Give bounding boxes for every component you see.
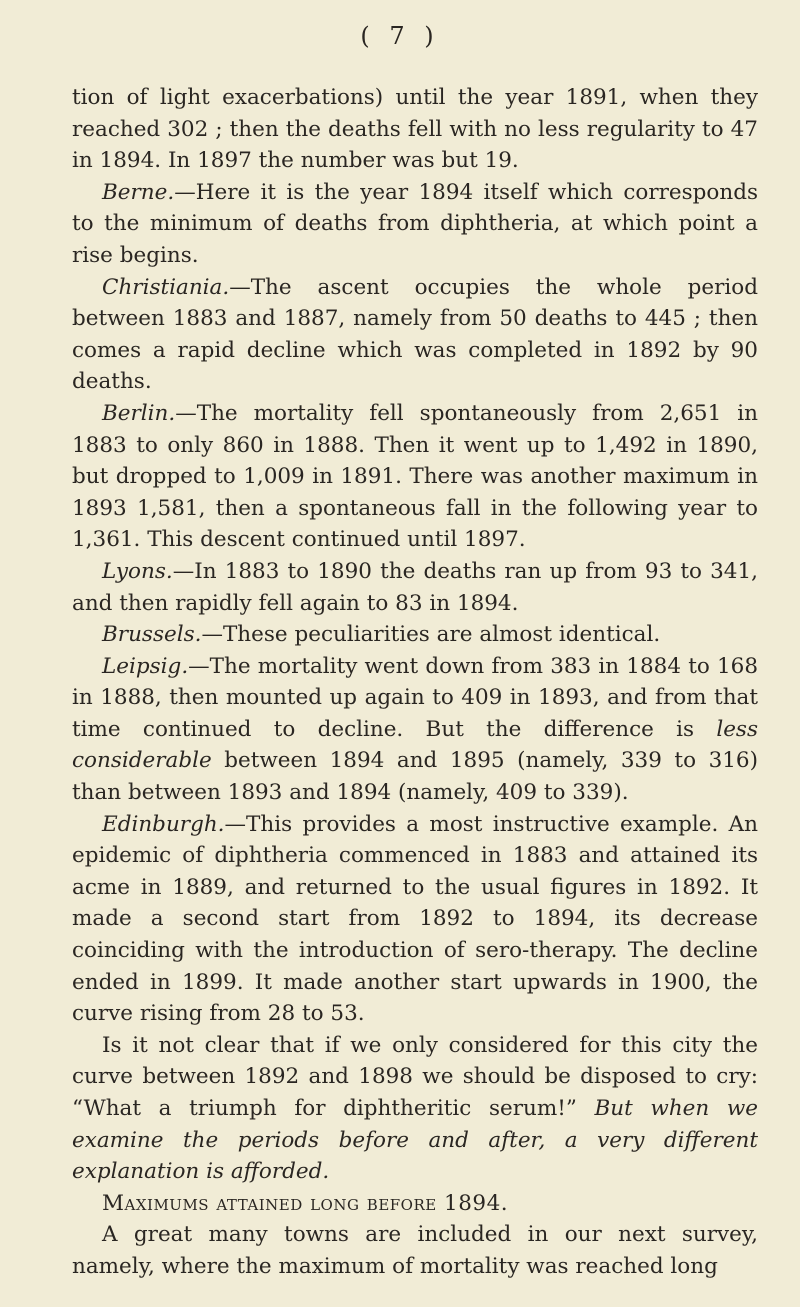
paragraph-text: tion of light exacerbations) until the year 1891, when they reached 302 ; then the deaths fell with no less regularity to 47 in 1894. In 1897 the number was but 19. [72,85,758,174]
paragraph-text: —Here it is the year 1894 itself which corresponds to the minimum of deaths from diphtheria, at which point a rise begins. [72,179,758,268]
emphasis-text: But when we examine the periods before and after, a very different explanation is afforded. [72,1096,758,1185]
paragraph-text: —The mortality went down from 383 in 1884 to 168 in 1888, then mounted up again to 409 in 1893, and from that time continued to decline. But the difference is [72,653,758,742]
paragraph-brussels [72,619,758,651]
paragraph-text: —This provides a most instructive example. An epidemic of diphtheria commenced in 1883 and attained its acme in 1889, and returned to the usual figures in 1892. It made a second start from 1892 to 1894, its decrease coinciding with the introduction of sero-therapy. The decline ended in 1899. It made another start upwards in 1900, the curve rising from 28 to 53. [72,811,758,1027]
city-name-christiania: Christiania. [102,274,230,300]
paragraph-text: —The mortality fell spontaneously from 2,651 in 1883 to only 860 in 1888. Then it went up to 1,492 in 1890, but dropped to 1,009 in 1891. There was another maximum in 1893 1,581, then a spontaneous fall in the following year to 1,361. This descent continued until 1897. [72,400,758,553]
paragraph-lyons [72,556,758,619]
paragraph-text: —These peculiarities are almost identical. [201,622,661,648]
city-name-leipsig: Leipsig. [102,653,189,679]
paragraph-conclusion [72,1030,758,1188]
paragraph-berne [72,177,758,272]
paragraph-text: Is it not clear that if we only considered for this city the curve between 1892 and 1898 we should be disposed to cry: “What a triumph for diphtheritic serum!” [72,1032,758,1121]
city-name-berlin: Berlin. [102,400,176,426]
body-text [72,82,758,1283]
paragraph-intro [72,82,758,177]
city-name-berne: Berne. [102,179,175,205]
paragraph-text: between 1894 and 1895 (namely, 339 to 316) than between 1893 and 1894 (namely, 409 to 339). [72,748,758,806]
paragraph-berlin [72,398,758,556]
city-name-lyons: Lyons. [102,558,173,584]
paragraph-leipsig [72,651,758,809]
paragraph-edinburgh [72,809,758,1030]
city-name-edinburgh: Edinburgh. [102,811,225,837]
paragraph-christiania [72,272,758,398]
city-name-brussels: Brussels. [102,622,202,648]
emphasis-text: less considerable [72,716,758,774]
paragraph-text: —The ascent occupies the whole period between 1883 and 1887, namely from 50 deaths to 445 ; then comes a rapid decline which was completed in 1892 by 90 deaths. [72,274,758,395]
paragraph-text: —In 1883 to 1890 the deaths ran up from 93 to 341, and then rapidly fell again to 83 in 1894. [72,558,758,616]
section-heading: Maximums attained long before 1894. [102,1190,509,1216]
page-number: ( 7 ) [360,22,440,50]
paragraph-closing: A great many towns are included in our next survey, namely, where the maximum of mortality was reached long [72,1222,758,1279]
